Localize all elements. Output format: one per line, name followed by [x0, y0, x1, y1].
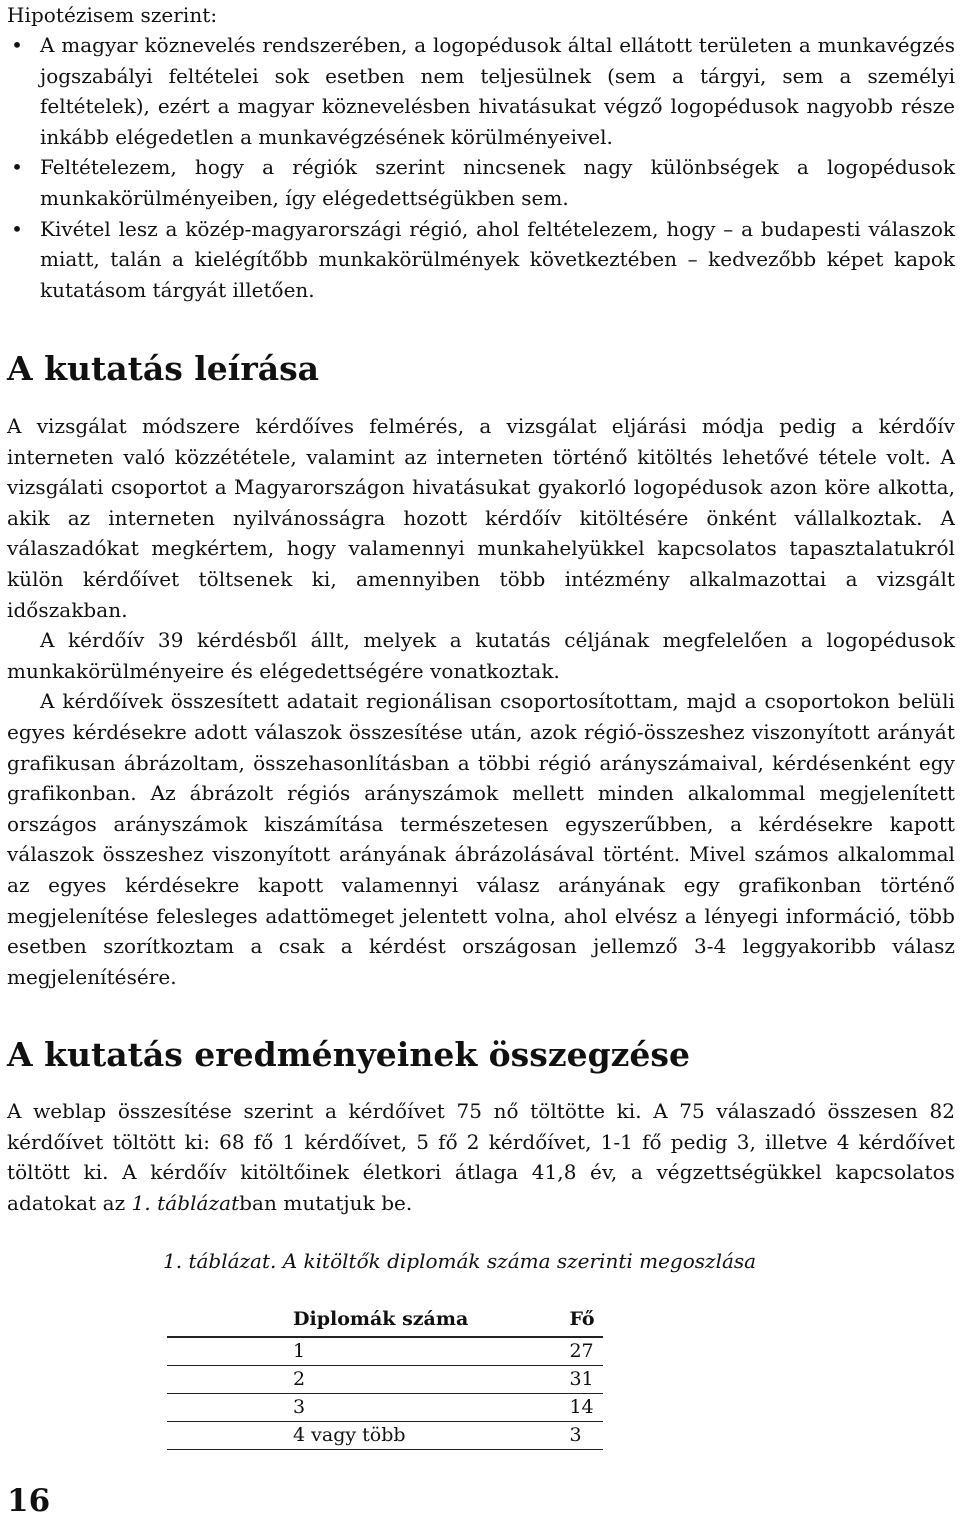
body-paragraph: A vizsgálat módszere kérdőíves felmérés, a vizsgálat eljárási módja pedig a kérdőív interneten való közzététele, valamint az interneten történő kitöltés lehetővé tétele volt. A vizsgálati csoportot a Magyarországon hivatásukat gyakorló logopédusok azon köre alkotta, akik az interneten nyilvánosságra hozott kérdőív kitöltésére önként vállalkoztak. A válaszadókat megkértem, hogy valamennyi munkahelyükkel kapcsolatos tapasztalatukról külön kérdőívet töltsenek ki, amennyiben több intézmény alkalmazottai a vizsgált időszakban. [7, 414, 955, 622]
section-heading-research-description: A kutatás leírása [7, 349, 320, 388]
table-row [167, 1337, 603, 1366]
diploma-count-table [167, 1304, 603, 1450]
hypothesis-text: A magyar köznevelés rendszerében, a logopédusok által ellátott területen a munkavégzés jogszabályi feltételei sok esetben nem teljesülnek (sem a tárgyi, sem a személyi feltételek), ezért a magyar köznevelésben hivatásukat végző logopédusok nagyobb része inkább elégedetlen a munkavégzésének körülményeivel. [40, 33, 955, 149]
hypothesis-list [7, 30, 955, 305]
table-header-row [167, 1304, 603, 1337]
hypothesis-item [7, 214, 955, 306]
table-cell: 14 [569, 1394, 603, 1422]
table-row [167, 1366, 603, 1394]
table-cell: 3 [167, 1394, 569, 1422]
table-cell: 27 [569, 1337, 603, 1366]
bullet-icon: • [11, 155, 23, 180]
results-summary-body [7, 1096, 955, 1218]
page-number: 16 [7, 1483, 51, 1519]
hypothesis-item [7, 152, 955, 213]
hypothesis-text: Feltételezem, hogy a régiók szerint nincsenek nagy különbségek a logopédusok munkakörülményeiben, így elégedettségükben sem. [40, 155, 955, 210]
research-description-body [7, 411, 955, 992]
hypothesis-text: Kivétel lesz a közép-magyarországi régió, ahol feltételezem, hogy – a budapesti válaszok miatt, talán a kielégítőbb munkakörülmények következtében – kedvezőbb képet kapok kutatásom tárgyát illetően. [40, 216, 955, 302]
section-heading-results-summary: A kutatás eredményeinek összegzése [7, 1035, 690, 1074]
paragraph-text: A weblap összesítése szerint a kérdőívet 75 nő töltötte ki. A 75 válaszadó összesen 82 kérdőívet töltött ki: 68 fő 1 kérdőívet, 5 fő 2 kérdőívet, 1-1 fő pedig 3, illetve 4 kérdőívet töltött ki. A kérdőív kitöltőinek életkori átlaga 41,8 év, a végzettségükkel kapcsolatos adatokat az [7, 1099, 955, 1215]
paragraph-text: ban mutatjuk be. [239, 1190, 413, 1215]
hypothesis-item [7, 30, 955, 152]
table-cell: 1 [167, 1337, 569, 1366]
body-paragraph: A kérdőív 39 kérdésből állt, melyek a kutatás céljának megfelelően a logopédusok munkakörülményeire és elégedettségére vonatkoztak. [7, 628, 955, 683]
hypothesis-label: Hipotézisem szerint: [7, 3, 218, 27]
body-paragraph: A kérdőívek összesített adatait regionálisan csoportosítottam, majd a csoportokon belüli egyes kérdésekre adott válaszok összesítése után, azok régió-összeshez viszonyított arányát grafikusan ábrázoltam, összehasonlításban a többi régió arányszámaival, kérdésenként egy grafikonban. Az ábrázolt régiós arányszámok mellett minden alkalommal megjelenített országos arányszámok kiszámítása természetesen egyszerűbben, a kérdésekre kapott válaszok összeshez viszonyított arányának ábrázolásával történt. Mivel számos alkalommal az egyes kérdésekre kapott valamennyi válasz arányának egy grafikonban történő megjelenítése felesleges adattömeget jelentett volna, ahol elvész a lényegi információ, több esetben szorítkoztam a csak a kérdést országosan jellemző 3-4 leggyakoribb válasz megjelenítésére. [7, 689, 955, 989]
table-cell: 3 [569, 1422, 603, 1450]
table-cell: 2 [167, 1366, 569, 1394]
table-row [167, 1394, 603, 1422]
bullet-icon: • [11, 33, 23, 57]
column-header: Fő [569, 1304, 603, 1337]
body-paragraph [7, 1096, 955, 1218]
table-reference: 1. táblázat [131, 1190, 240, 1215]
table-row [167, 1422, 603, 1450]
column-header: Diplomák száma [167, 1304, 569, 1337]
table-cell: 31 [569, 1366, 603, 1394]
table-cell: 4 vagy több [167, 1422, 569, 1450]
bullet-icon: • [11, 216, 23, 241]
table-caption: 1. táblázat. A kitöltők diplomák száma szerinti megoszlása [163, 1249, 757, 1273]
